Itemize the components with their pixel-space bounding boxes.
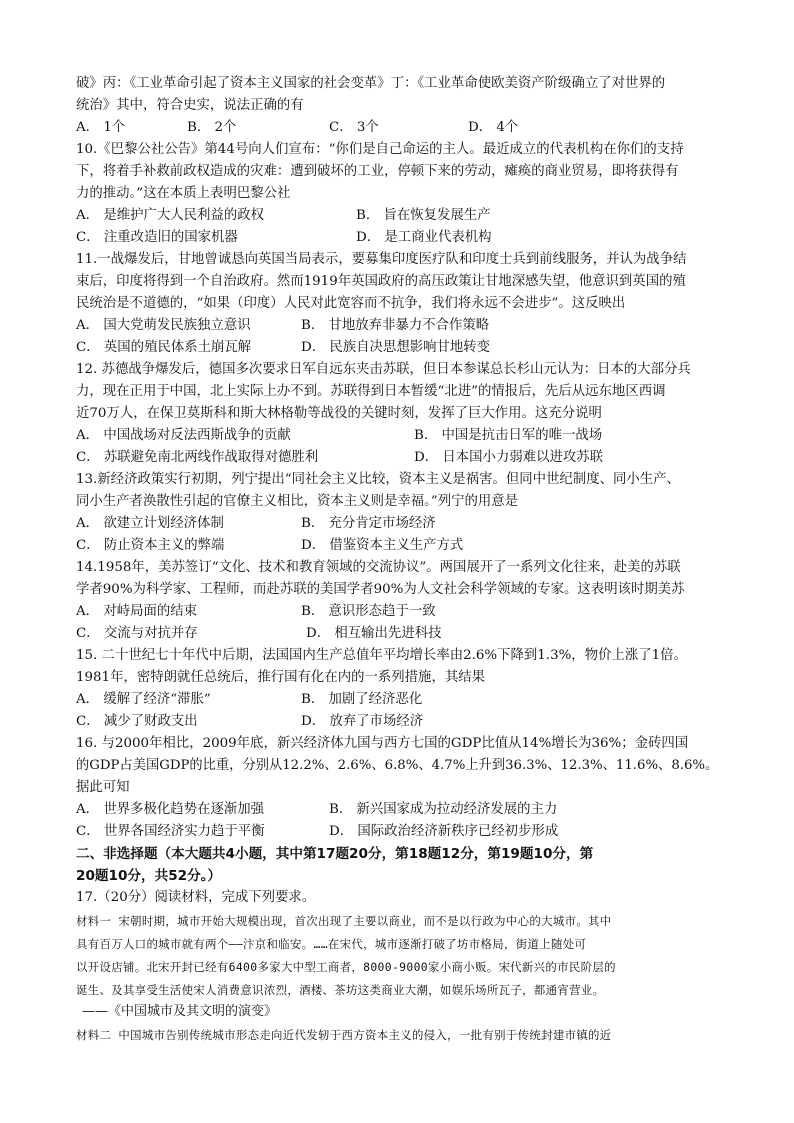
q14-option-a: A． 对峙局面的结束 (76, 604, 198, 619)
section2-heading-line1: 二、非选择题（本大题共4小题，其中第17题20分，第18题12分，第19题10分，第 (76, 846, 594, 862)
q17-material1-source: ——《中国城市及其文明的演变》 (82, 1004, 278, 1019)
q9-option-d: D． 4个 (468, 120, 519, 135)
q16-stem-line1: 16. 与2000年相比，2009年底，新兴经济体九国与西方七国的GDP比值从14%增长为36%；金砖四国 (76, 736, 689, 751)
q16-stem-line3: 据此可知 (76, 780, 130, 795)
q11-option-d: D． 民族自决思想影响甘地转变 (301, 340, 491, 355)
q12-option-a: A． 中国战场对反法西斯战争的贡献 (76, 428, 291, 443)
q17-material2-line1: 材料二 中国城市告别传统城市形态走向近代发轫于西方资本主义的侵入，一批有别于传统封建市镇的近 (76, 1028, 612, 1042)
q10-option-b: B． 旨在恢复发展生产 (356, 208, 491, 223)
q15-option-b: B． 加剧了经济恶化 (301, 692, 423, 707)
q15-option-c: C． 减少了财政支出 (76, 714, 198, 729)
q14-stem-line2: 学者90%为科学家、工程师，而赴苏联的美国学者90%为人文社会科学领域的专家。这表明该时期美苏 (76, 582, 685, 597)
q17-intro: 17.（20分）阅读材料，完成下列要求。 (76, 890, 316, 905)
q13-stem-line2: 同小生产者涣散性引起的官僚主义相比，资本主义则是幸福。”列宁的用意是 (76, 494, 519, 509)
q15-option-a: A． 缓解了经济“滞胀” (76, 692, 211, 707)
q14-option-c: C． 交流与对抗并存 (76, 626, 198, 641)
q11-option-a: A． 国大党萌发民族独立意识 (76, 318, 251, 333)
q12-stem-line3: 近70万人，在保卫莫斯科和斯大林格勒等战役的关键时刻，发挥了巨大作用。这充分说明 (76, 406, 602, 421)
q10-stem-line3: 力的推动。”这在本质上表明巴黎公社 (76, 186, 291, 201)
q10-stem-line2: 下，将着手补救前政权造成的灾难：遭到破坏的工业，停顿下来的劳动，瘫痪的商业贸易，即将获得有 (76, 164, 679, 179)
q11-stem-line1: 11.一战爆发后，甘地曾诚恳向英国当局表示，要募集印度医疗队和印度士兵到前线服务，并认为战争结 (76, 252, 687, 267)
section2-heading-line2: 20题10分，共52分。） (76, 868, 222, 884)
q12-stem-line2: 力，现在正用于中国，北上实际上办不到。苏联得到日本暂缓“北进”的情报后，先后从远东地区西调 (76, 384, 666, 399)
q11-stem-line3: 民统治是不道德的，“如果（印度）人民对此宽容而不抗争，我们将永远不会进步”。这反映出 (76, 296, 626, 311)
q13-option-d: D． 借鉴资本主义生产方式 (301, 538, 464, 553)
q17-material1-line2: 具有百万人口的城市就有两个——汴京和临安。……在宋代，城市逐渐打破了坊市格局，街道上随处可 (76, 937, 587, 951)
q10-option-d: D． 是工商业代表机构 (356, 230, 492, 245)
q10-option-a: A． 是维护广大人民利益的政权 (76, 208, 265, 223)
q9-option-a: A． 1个 (76, 120, 126, 135)
q10-stem-line1: 10.《巴黎公社公告》第44号向人们宣布：“你们是自己命运的主人。最近成立的代表机构在你们的支持 (76, 142, 684, 157)
q13-option-a: A． 欲建立计划经济体制 (76, 516, 224, 531)
q16-option-c: C． 世界各国经济实力趋于平衡 (76, 824, 265, 839)
q11-option-b: B． 甘地放弃非暴力不合作策略 (301, 318, 490, 333)
q17-material1-line4: 诞生、及其享受生活使宋人消费意识浓烈，酒楼、茶坊这类商业大潮，如娱乐场所瓦子，都通宵营业。 (76, 983, 605, 997)
q12-option-d: D． 日本国小力弱难以进攻苏联 (414, 450, 604, 465)
q14-stem-line1: 14.1958年，美苏签订“文化、技术和教育领域的交流协议”。两国展开了一系列文化往来，赴美的苏联 (76, 560, 681, 575)
q13-option-b: B． 充分肯定市场经济 (301, 516, 436, 531)
q10-option-c: C． 注重改造旧的国家机器 (76, 230, 238, 245)
q17-material1-line3: 以开设店铺。北宋开封已经有6400多家大中型工商者，8000-9000家小商小贩。宋代新兴的市民阶层的 (76, 960, 616, 974)
q9-stem-line1: 破》丙：《工业革命引起了资本主义国家的社会变革》丁：《工业革命使欧美资产阶级确立了对世界的 (76, 76, 666, 91)
q9-option-c: C． 3个 (329, 120, 379, 135)
q11-option-c: C． 英国的殖民体系土崩瓦解 (76, 340, 252, 355)
q12-option-c: C． 苏联避免南北两线作战取得对德胜利 (76, 450, 319, 465)
q16-option-d: D． 国际政治经济新秩序已经初步形成 (329, 824, 559, 839)
q14-option-d: D． 相互输出先进科技 (306, 626, 442, 641)
q15-stem-line1: 15. 二十世纪七十年代中后期，法国国内生产总值年平均增长率由2.6%下降到1.3%，物价上涨了1倍。 (76, 648, 687, 663)
q9-stem-line2: 统治》其中，符合史实，说法正确的有 (76, 98, 304, 113)
q12-stem-line1: 12. 苏德战争爆发后，德国多次要求日军自远东夹击苏联，但日本参谋总长杉山元认为：日本的大部分兵 (76, 362, 691, 377)
q13-stem-line1: 13.新经济政策实行初期，列宁提出“同社会主义比较，资本主义是祸害。但同中世纪制度、同小生产、 (76, 472, 680, 487)
q11-stem-line2: 束后，印度将得到一个自治政府。然而1919年英国政府的高压政策让甘地深感失望，他意识到英国的殖 (76, 274, 686, 289)
q12-option-b: B． 中国是抗击日军的唯一战场 (414, 428, 603, 443)
q9-option-b: B． 2个 (187, 120, 237, 135)
q17-material1-line1: 材料一 宋朝时期，城市开始大规模出现，首次出现了主要以商业，而不是以行政为中心的大城市。其中 (76, 914, 612, 928)
q13-option-c: C． 防止资本主义的弊端 (76, 538, 225, 553)
q15-option-d: D． 放弃了市场经济 (301, 714, 424, 729)
q15-stem-line2: 1981年，密特朗就任总统后，推行国有化在内的一系列措施，其结果 (76, 670, 486, 685)
q16-stem-line2: 的GDP占美国GDP的比重，分别从12.2%、2.6%、6.8%、4.7%上升到36.3%、12.3%、11.6%、8.6%。 (76, 758, 719, 773)
q14-option-b: B． 意识形态趋于一致 (301, 604, 436, 619)
q16-option-b: B． 新兴国家成为拉动经济发展的主力 (329, 802, 558, 817)
q16-option-a: A． 世界多极化趋势在逐渐加强 (76, 802, 265, 817)
